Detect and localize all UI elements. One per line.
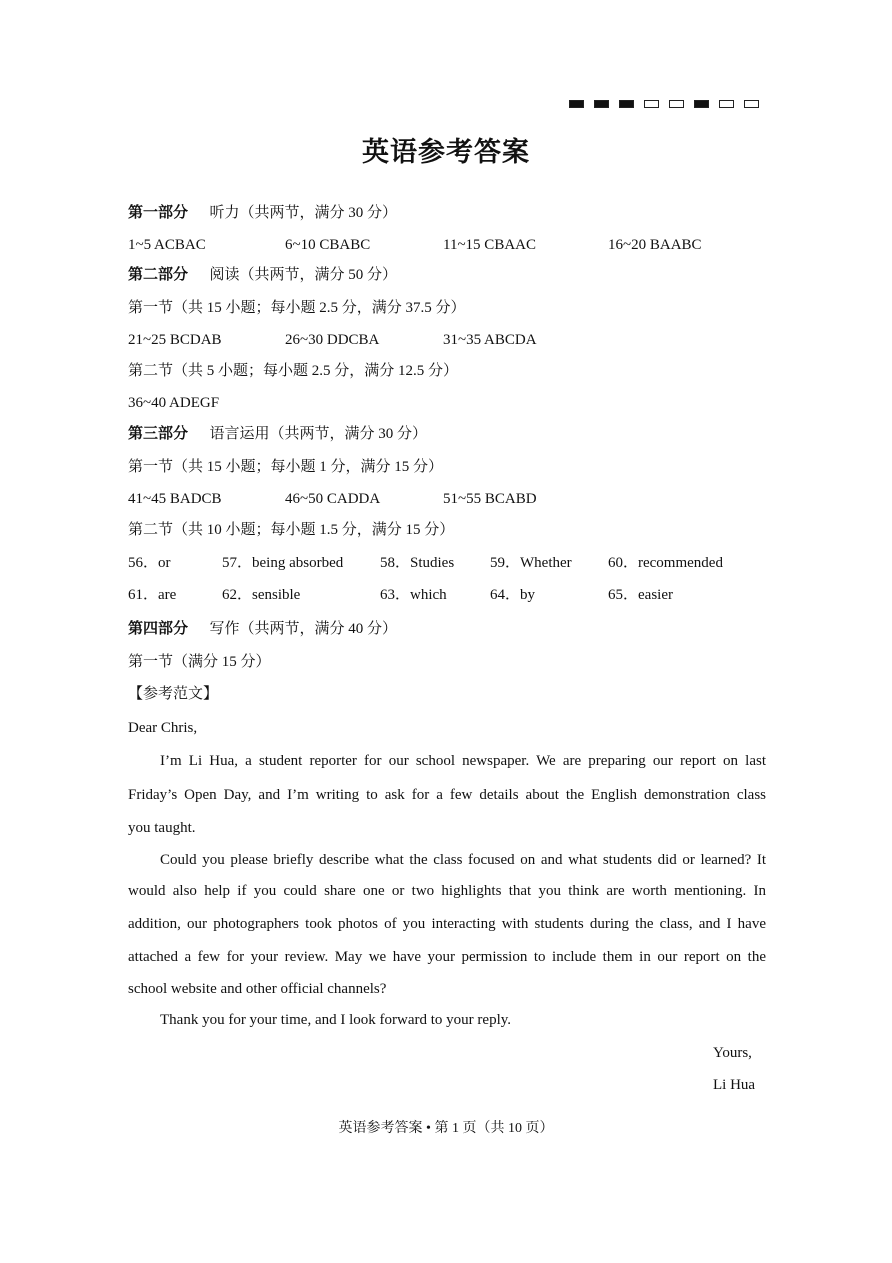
header-mark	[619, 100, 634, 108]
fill-answer: 58．Studies	[380, 555, 455, 571]
fill-answer: 63．which	[380, 587, 447, 603]
letter-line: would also help if you could share one or two highlights that you think are worth mentioning. In	[128, 883, 766, 899]
part3-heading-line	[128, 424, 427, 444]
header-mark	[669, 100, 684, 108]
answer-group: 51~55 BCABD	[443, 491, 537, 507]
part2-subtitle: 阅读（共两节，满分 50 分）	[209, 267, 398, 283]
letter-line: attached a few for your review. May we have your permission to include them in our report on the	[128, 949, 766, 965]
part3-section2: 第二节（共 10 小题；每小题 1.5 分，满分 15 分）	[128, 522, 455, 538]
fill-answer: 57．being absorbed	[222, 555, 344, 571]
header-marks	[569, 100, 759, 108]
letter-line: addition, our photographers took photos of you interacting with students during the class, and I have	[128, 916, 766, 932]
header-mark	[644, 100, 659, 108]
fill-answer: 65．easier	[608, 587, 673, 603]
letter-line: school website and other official channels?	[128, 981, 387, 997]
header-mark	[594, 100, 609, 108]
answer-group: 16~20 BAABC	[608, 237, 702, 253]
letter-line: you taught.	[128, 820, 196, 836]
fill-answer: 62．sensible	[222, 587, 301, 603]
part1-heading-line	[128, 203, 397, 223]
part2-section1: 第一节（共 15 小题；每小题 2.5 分，满分 37.5 分）	[128, 300, 466, 316]
fill-answer: 56．or	[128, 555, 171, 571]
letter-greeting: Dear Chris,	[128, 720, 198, 736]
part2-section2: 第二节（共 5 小题；每小题 2.5 分，满分 12.5 分）	[128, 363, 459, 379]
answer-group: 26~30 DDCBA	[285, 332, 380, 348]
answer-group: 46~50 CADDA	[285, 491, 381, 507]
sample-essay-label: 【参考范文】	[128, 686, 219, 702]
fill-answer: 64．by	[490, 587, 536, 603]
header-mark	[719, 100, 734, 108]
answer-group: 41~45 BADCB	[128, 491, 222, 507]
page-title: 英语参考答案	[362, 137, 530, 167]
header-mark	[569, 100, 584, 108]
part3-heading: 第三部分	[128, 426, 189, 442]
page-footer: 英语参考答案 • 第 1 页（共 10 页）	[338, 1121, 554, 1136]
part2-heading-line	[128, 265, 397, 285]
answer-group: 31~35 ABCDA	[443, 332, 537, 348]
part4-heading: 第四部分	[128, 621, 189, 637]
letter-line: Could you please briefly describe what the class focused on and what students did or learned? It	[160, 852, 766, 868]
part4-section1: 第一节（满分 15 分）	[128, 654, 271, 670]
letter-line: Friday’s Open Day, and I’m writing to ask for a few details about the English demonstration class	[128, 787, 766, 803]
fill-answer: 60．recommended	[608, 555, 723, 571]
answer-group: 11~15 CBAAC	[443, 237, 536, 253]
fill-answer: 61．are	[128, 587, 177, 603]
letter-line: I’m Li Hua, a student reporter for our school newspaper. We are preparing our report on last	[160, 753, 766, 769]
part1-heading: 第一部分	[128, 205, 189, 221]
letter-signature: Li Hua	[713, 1077, 756, 1093]
header-mark	[744, 100, 759, 108]
part3-section1: 第一节（共 15 小题；每小题 1 分，满分 15 分）	[128, 459, 444, 475]
part2-heading: 第二部分	[128, 267, 189, 283]
letter-line: Thank you for your time, and I look forward to your reply.	[160, 1012, 512, 1028]
part1-subtitle: 听力（共两节，满分 30 分）	[209, 205, 398, 221]
header-mark	[694, 100, 709, 108]
part3-subtitle: 语言运用（共两节，满分 30 分）	[209, 426, 428, 442]
letter-closing: Yours,	[713, 1045, 752, 1061]
part4-subtitle: 写作（共两节，满分 40 分）	[209, 621, 398, 637]
answer-group: 21~25 BCDAB	[128, 332, 222, 348]
fill-answer: 59．Whether	[490, 555, 572, 571]
answer-group: 1~5 ACBAC	[128, 237, 206, 253]
part4-heading-line	[128, 619, 397, 639]
answer-group: 6~10 CBABC	[285, 237, 371, 253]
answer-group: 36~40 ADEGF	[128, 395, 220, 411]
